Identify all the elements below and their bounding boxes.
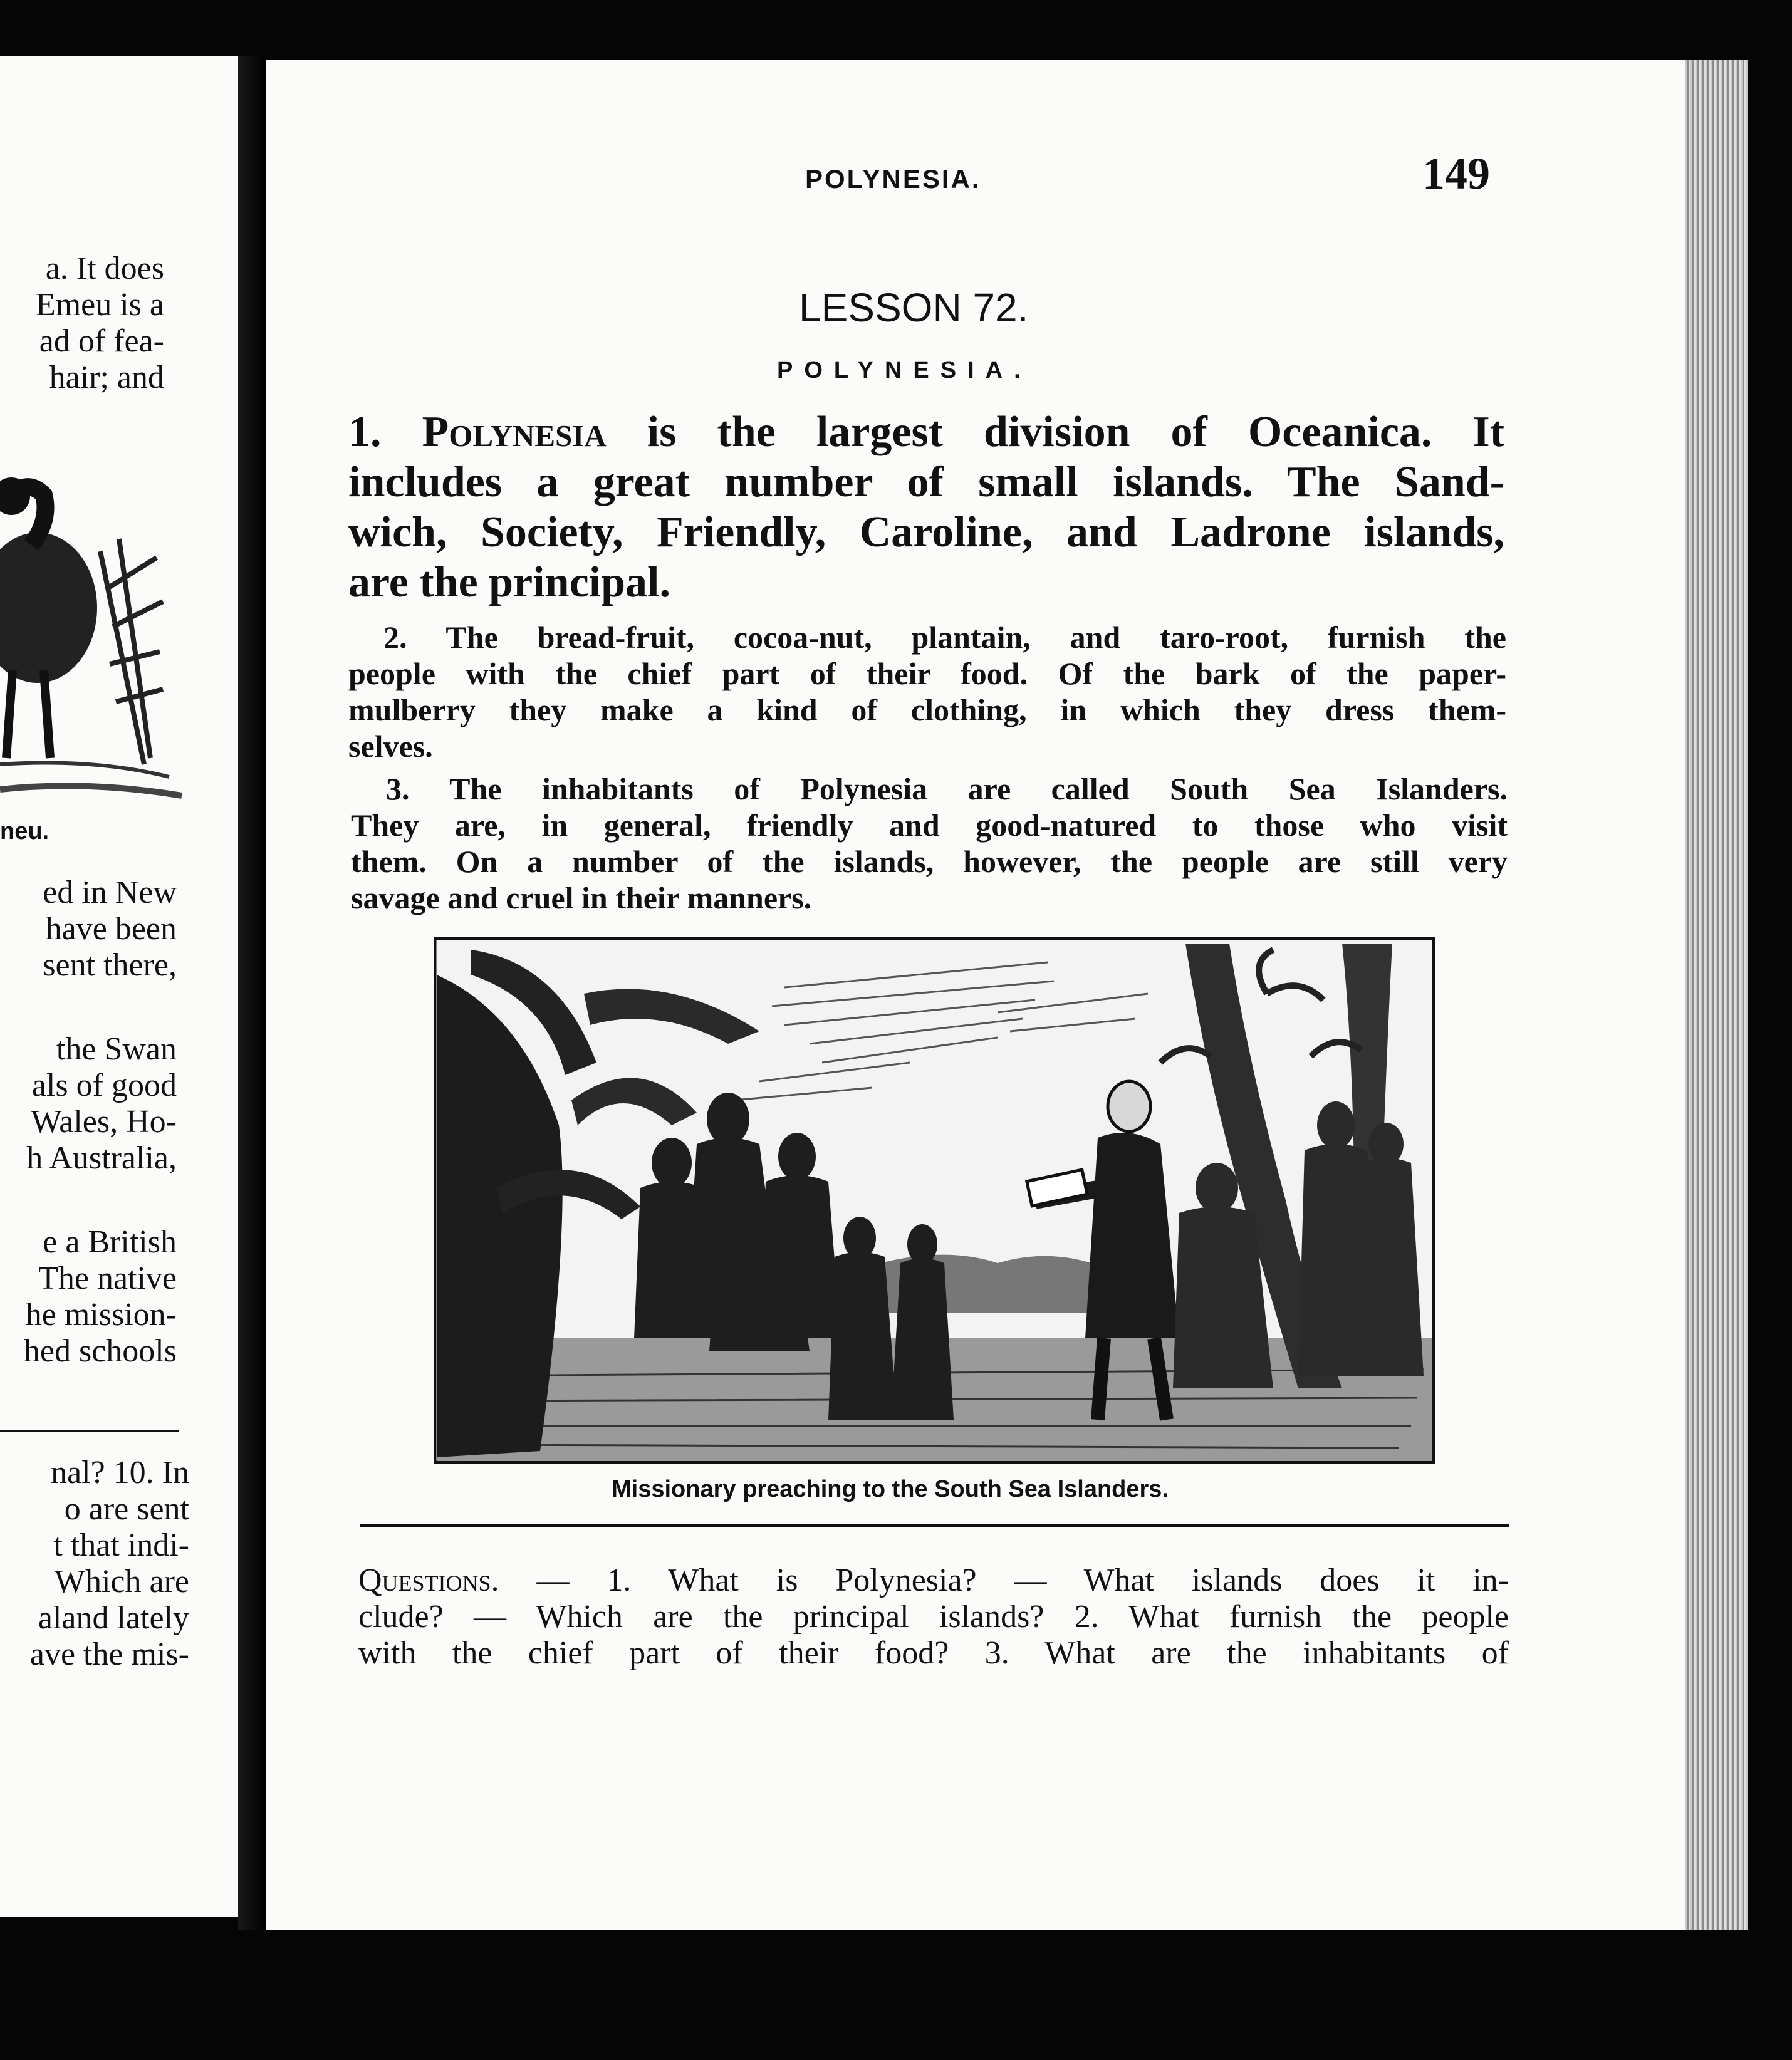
- left-line: have been: [45, 911, 177, 947]
- paragraph-number: 1.: [348, 408, 422, 456]
- left-line: the Swan: [56, 1031, 177, 1067]
- paragraph-line: selves.: [348, 729, 433, 764]
- questions-line: clude? — Which are the principal islands? 2. What furnish the people: [358, 1599, 1509, 1635]
- paragraph-line: 3. The inhabitants of Polynesia are called South Sea Islanders.: [386, 771, 1508, 806]
- left-line: nal? 10. In: [51, 1455, 189, 1490]
- running-head: POLYNESIA.: [805, 164, 981, 194]
- emeu-illustration: [0, 464, 182, 814]
- left-line: sent there,: [43, 947, 177, 983]
- questions-text: — 1. What is Polynesia? — What islands does it in-: [499, 1563, 1509, 1598]
- left-line: hed schools: [23, 1333, 177, 1369]
- left-line: e a British: [43, 1224, 177, 1260]
- paragraph-line: savage and cruel in their manners.: [351, 880, 812, 915]
- left-page-text-bottom: [0, 1455, 189, 1673]
- left-line: Emeu is a: [35, 287, 164, 323]
- paragraph-line: 2. The bread-fruit, cocoa-nut, plantain, and taro-root, furnish the: [383, 620, 1506, 655]
- left-line: o are sent: [64, 1491, 189, 1527]
- illustration-caption: Missionary preaching to the South Sea Islanders.: [612, 1476, 1169, 1502]
- left-page-rule: [0, 1430, 179, 1432]
- questions-rule: [360, 1524, 1509, 1527]
- left-line-blank: [0, 1177, 177, 1224]
- paragraph-line: includes a great number of small islands. The Sand-: [348, 458, 1504, 506]
- page-edges: [1685, 60, 1748, 1930]
- missionary-woodcut-illustration: [434, 937, 1435, 1464]
- left-line: Which are: [54, 1564, 189, 1600]
- left-line: t that indi-: [53, 1527, 189, 1563]
- term-polynesia: Polynesia: [422, 408, 607, 456]
- left-line: ad of fea-: [39, 323, 164, 359]
- left-line: The native: [38, 1261, 177, 1296]
- paragraph-line: [348, 407, 1504, 457]
- paragraph-3: [351, 771, 1508, 916]
- left-line: ave the mis-: [29, 1636, 189, 1672]
- left-line: Wales, Ho-: [31, 1104, 177, 1140]
- paragraph-line: them. On a number of the islands, however, the people are still very: [351, 844, 1508, 879]
- paragraph-line: wich, Society, Friendly, Caroline, and Ladrone islands,: [348, 508, 1504, 556]
- lesson-title: LESSON 72.: [799, 285, 1029, 330]
- paragraph-1: [348, 407, 1504, 608]
- left-page-text-middle: [0, 875, 177, 1370]
- left-line: a. It does: [45, 251, 164, 286]
- paragraph-line: mulberry they make a kind of clothing, in which they dress them-: [348, 692, 1506, 727]
- questions-line: [358, 1563, 1509, 1599]
- paragraph-line: people with the chief part of their food. Of the bark of the paper-: [348, 656, 1506, 691]
- paragraph-line: are the principal.: [348, 558, 670, 606]
- questions-label: Questions.: [358, 1563, 499, 1598]
- left-illustration-caption: neu.: [0, 818, 49, 845]
- left-line-blank: [0, 984, 177, 1031]
- left-line: he mission-: [25, 1297, 177, 1333]
- left-line: aland lately: [38, 1600, 189, 1636]
- questions-line: with the chief part of their food? 3. What are the inhabitants of: [358, 1635, 1509, 1671]
- book-gutter: [238, 56, 266, 1930]
- paragraph-text: is the largest division of Oceanica. It: [606, 408, 1504, 456]
- left-line: ed in New: [43, 875, 177, 910]
- left-page-text-top: [0, 251, 164, 396]
- left-line: h Australia,: [26, 1140, 177, 1176]
- paragraph-line: They are, in general, friendly and good-natured to those who visit: [351, 808, 1508, 843]
- left-line: hair; and: [49, 360, 164, 395]
- paragraph-2: [348, 619, 1506, 764]
- section-title: POLYNESIA.: [777, 357, 1032, 383]
- page-number: 149: [1422, 148, 1490, 199]
- left-line: als of good: [31, 1068, 177, 1103]
- questions-block: [358, 1563, 1509, 1672]
